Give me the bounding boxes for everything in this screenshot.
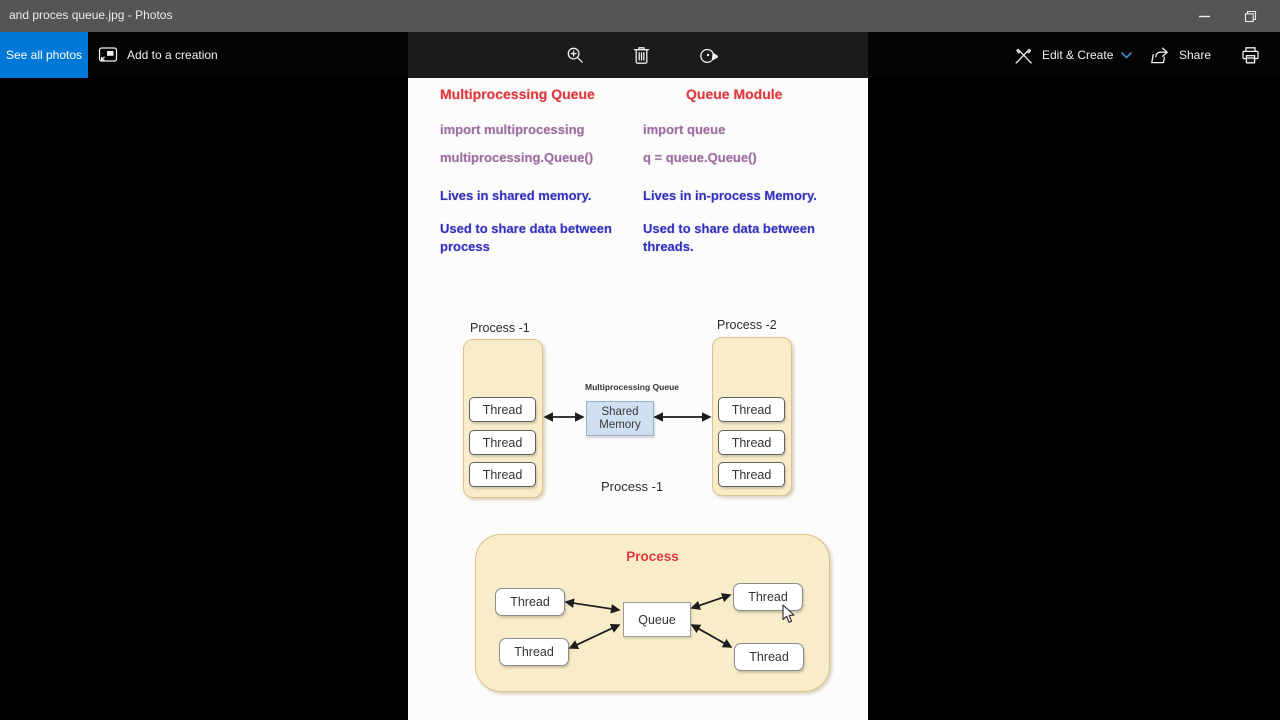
rotate-icon — [698, 45, 718, 65]
left-code-import: import multiprocessing — [440, 122, 585, 137]
diagram1-process1-label: Process -1 — [470, 321, 530, 335]
right-code-queue: q = queue.Queue() — [643, 150, 757, 165]
thread-box: Thread — [499, 638, 569, 666]
left-note-usage: Used to share data between process — [440, 221, 612, 254]
printer-icon — [1241, 46, 1260, 65]
diagram2-title: Process — [626, 549, 679, 564]
shared-memory-box: Shared Memory — [586, 401, 654, 436]
rotate-button[interactable] — [688, 32, 728, 78]
slide-right-title: Queue Module — [686, 86, 783, 102]
thread-box: Thread — [469, 462, 536, 487]
edit-create-label: Edit & Create — [1042, 48, 1114, 62]
queue-box: Queue — [623, 602, 691, 637]
thread-box: Thread — [495, 588, 565, 616]
slide-left-title: Multiprocessing Queue — [440, 86, 595, 102]
title-bar — [0, 0, 1280, 32]
thread-box: Thread — [718, 462, 785, 487]
add-to-creation-icon — [98, 46, 118, 64]
viewer-canvas — [0, 78, 1280, 720]
see-all-photos-button[interactable] — [0, 32, 88, 78]
thread-box: Thread — [469, 397, 536, 422]
thread-box: Thread — [733, 583, 803, 611]
diagram1-bottom-caption: Process -1 — [601, 479, 664, 494]
print-button[interactable] — [1236, 32, 1264, 78]
thread-box: Thread — [734, 643, 804, 671]
thread-box: Thread — [718, 397, 785, 422]
minimize-button[interactable] — [1181, 0, 1227, 32]
share-button[interactable] — [1150, 32, 1211, 78]
mouse-cursor — [782, 604, 796, 625]
add-to-creation-label: Add to a creation — [127, 48, 218, 62]
edit-create-button[interactable] — [1014, 32, 1132, 78]
left-note-memory: Lives in shared memory. — [440, 188, 592, 203]
share-label: Share — [1179, 48, 1212, 62]
window-title: and proces queue.jpg - Photos — [9, 8, 173, 22]
add-to-creation-button[interactable] — [98, 32, 218, 78]
right-note-memory: Lives in in-process Memory. — [643, 188, 817, 203]
photo-image — [408, 78, 868, 720]
right-code-import: import queue — [643, 122, 726, 137]
share-icon — [1150, 46, 1170, 65]
minimize-icon — [1199, 15, 1210, 18]
trash-icon — [633, 46, 650, 65]
restore-button[interactable] — [1227, 0, 1273, 32]
diagram1-queue-caption: Multiprocessing Queue — [585, 382, 679, 392]
delete-button[interactable] — [621, 32, 661, 78]
right-note-usage: Used to share data between threads. — [643, 221, 815, 254]
left-code-queue: multiprocessing.Queue() — [440, 150, 594, 165]
see-all-photos-label: See all photos — [5, 48, 83, 62]
chevron-down-icon — [1121, 52, 1132, 59]
thread-box: Thread — [469, 430, 536, 455]
toolbar — [0, 32, 1280, 78]
zoom-in-icon — [566, 46, 585, 65]
diagram1-process2-label: Process -2 — [717, 318, 777, 332]
thread-box: Thread — [718, 430, 785, 455]
zoom-button[interactable] — [555, 32, 595, 78]
edit-create-icon — [1014, 46, 1034, 65]
restore-icon — [1244, 10, 1257, 23]
